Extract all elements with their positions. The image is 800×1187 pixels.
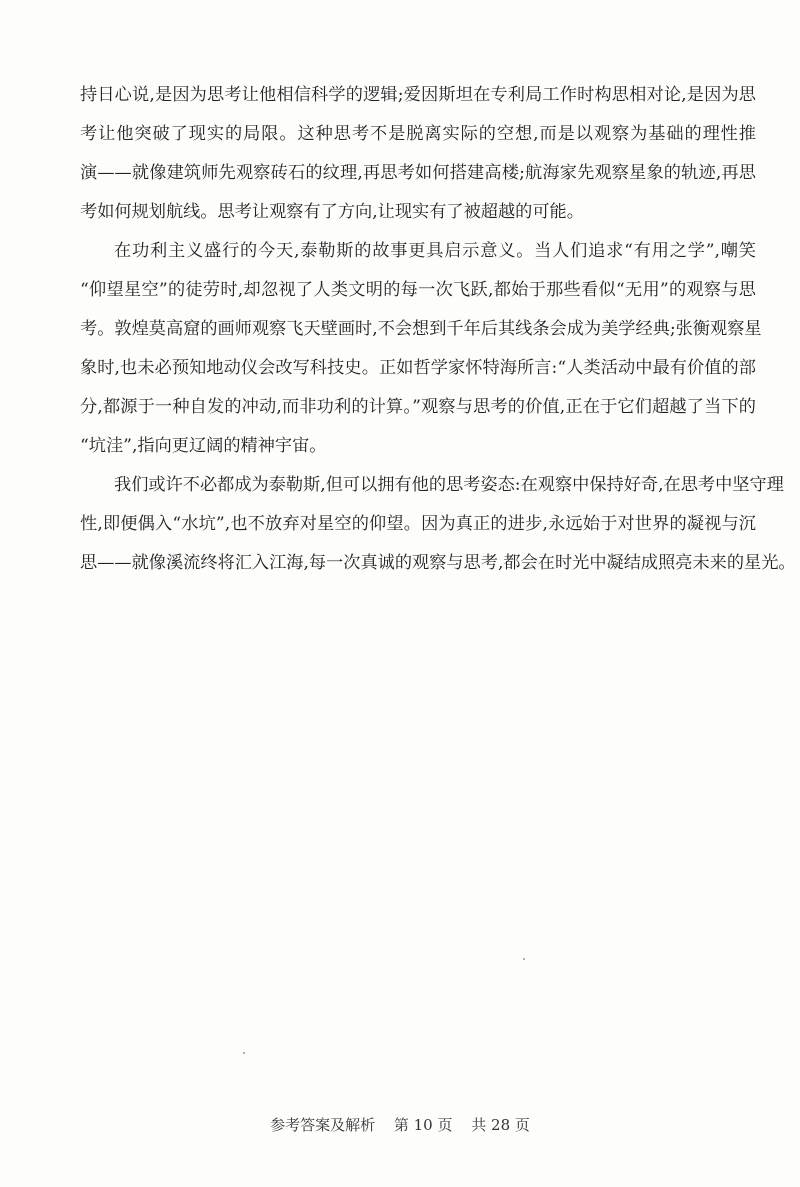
scan-speck <box>243 1052 245 1054</box>
text-line: 分,都源于一种自发的冲动,而非功利的计算。”观察与思考的价值,正在于它们超越了当下的 <box>80 397 756 417</box>
text-line: 在功利主义盛行的今天,泰勒斯的故事更具启示意义。当人们追求“有用之学”,嘲笑 <box>114 241 756 261</box>
paragraph-3 <box>80 466 796 583</box>
text-line: “坑洼”,指向更辽阔的精神宇宙。 <box>80 436 327 456</box>
text-line: 演——就像建筑师先观察砖石的纹理,再思考如何搭建高楼;航海家先观察星象的轨迹,再思 <box>80 163 756 183</box>
text-line: 我们或许不必都成为泰勒斯,但可以拥有他的思考姿态:在观察中保持好奇,在思考中坚守理 <box>114 475 784 495</box>
text-line: “仰望星空”的徒劳时,却忽视了人类文明的每一次飞跃,都始于那些看似“无用”的观察与思 <box>80 280 756 300</box>
text-line: 思——就像溪流终将汇入江海,每一次真诚的观察与思考,都会在时光中凝结成照亮未来的星光。 <box>80 553 796 573</box>
footer-page-number: 第 10 页 <box>393 1116 453 1134</box>
text-line: 考。敦煌莫高窟的画师观察飞天壁画时,不会想到千年后其线条会成为美学经典;张衡观察星 <box>80 319 762 339</box>
text-line: 性,即便偶入“水坑”,也不放弃对星空的仰望。因为真正的进步,永远始于对世界的凝视与沉 <box>80 514 756 534</box>
essay-body <box>80 76 796 583</box>
paragraph-1 <box>80 76 756 232</box>
text-line: 象时,也未必预知地动仪会改写科技史。正如哲学家怀特海所言:“人类活动中最有价值的部 <box>80 358 756 378</box>
text-line: 考让他突破了现实的局限。这种思考不是脱离实际的空想,而是以观察为基础的理性推 <box>80 124 756 144</box>
text-line: 持日心说,是因为思考让他相信科学的逻辑;爱因斯坦在专利局工作时构思相对论,是因为思 <box>80 85 756 105</box>
page-footer <box>0 1114 800 1135</box>
text-line: 考如何规划航线。思考让观察有了方向,让现实有了被超越的可能。 <box>80 202 584 222</box>
footer-title: 参考答案及解析 <box>270 1116 376 1134</box>
scan-speck <box>523 958 525 960</box>
footer-total-pages: 共 28 页 <box>471 1116 530 1134</box>
paragraph-2 <box>80 232 762 466</box>
